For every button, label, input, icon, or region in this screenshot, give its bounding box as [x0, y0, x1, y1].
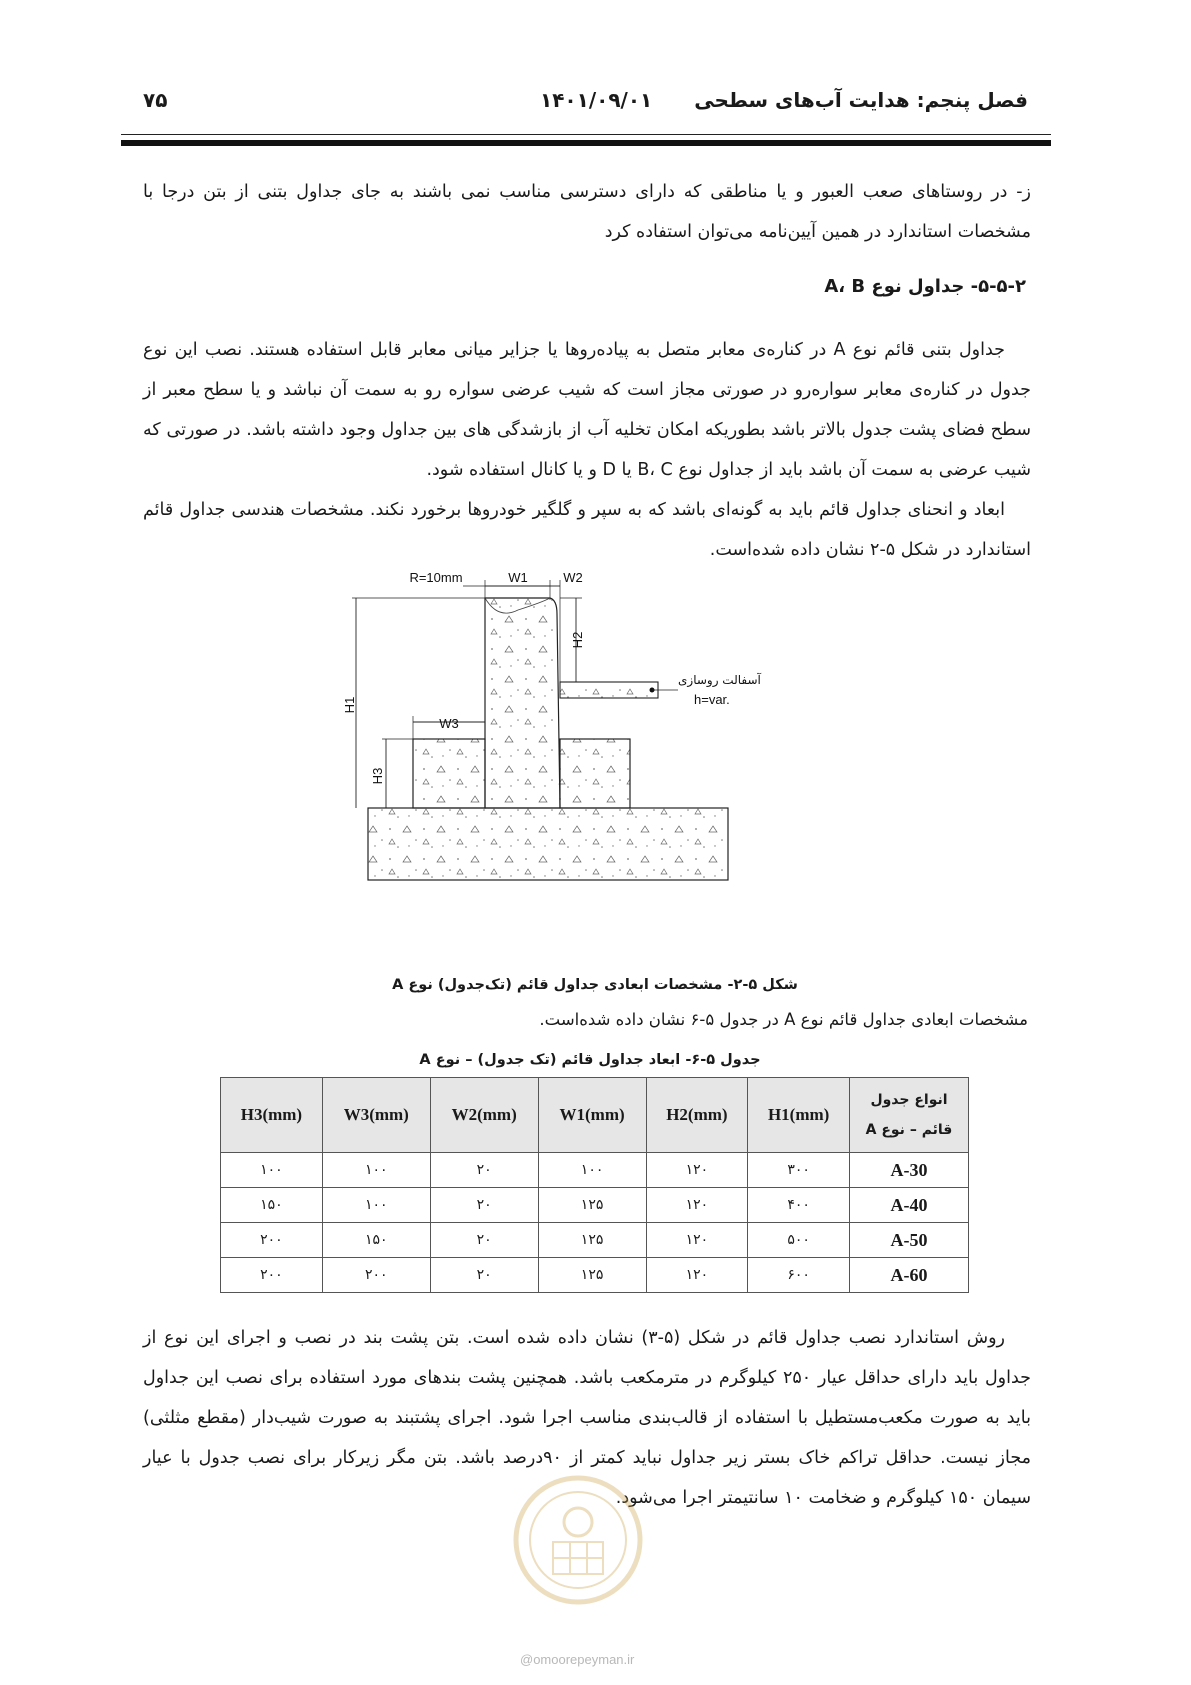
- section-heading: ۵-۵-۲- جداول نوع A، B: [824, 276, 1026, 297]
- column-header: W2(mm): [430, 1078, 538, 1153]
- w3-label: W3: [439, 716, 459, 731]
- table-cell: ۲۰: [430, 1153, 538, 1188]
- column-header: H3(mm): [221, 1078, 323, 1153]
- w2-label: W2: [563, 570, 583, 585]
- table-cell-type: A-30: [850, 1153, 969, 1188]
- table-cell: ۲۰۰: [322, 1258, 430, 1293]
- table-cell: ۱۲۵: [538, 1258, 646, 1293]
- table-cell: ۶۰۰: [748, 1258, 850, 1293]
- table-cell: ۱۵۰: [221, 1188, 323, 1223]
- column-header: W1(mm): [538, 1078, 646, 1153]
- table-row: [221, 1258, 969, 1293]
- header-rule-thin: [121, 134, 1051, 135]
- backfill-right: [560, 739, 630, 808]
- table-cell: ۱۲۰: [646, 1153, 748, 1188]
- table-cell: ۲۰۰: [221, 1258, 323, 1293]
- curb-body: [485, 598, 560, 808]
- type-column-header: [850, 1078, 969, 1153]
- h3-label: H3: [370, 767, 385, 785]
- h2-label: H2: [570, 631, 585, 649]
- paragraph-3: روش استاندارد نصب جداول قائم در شکل (۵-۳) نشان داده شده است. بتن پشت بند در نصب و اجرای این نوع از جداول باید دارای حداقل عیار ۲۵۰ کیلوگرم در مترمکعب باشد. همچنین پشت بندهای مورد استفاده برای نصب این جداول باید به صورت مکعب‌مستطیل با استفاده از قالب‌بندی مناسب اجرا شود. اجرای پشتبند به صورت شیب‌دار (مقطع مثلثی) مجاز نیست. حداقل تراکم خاک بستر زیر جداول نباید کمتر از ۹۰درصد باشد. بتن مگر زیرکار برای نصب جدول با عیار سیمان ۱۵۰ کیلوگرم و ضخامت ۱۰ سانتیمتر اجرا می‌شود.: [143, 1328, 1032, 1508]
- asphalt-layer: [560, 682, 658, 698]
- watermark-seal-logo: [503, 1460, 653, 1620]
- figure-caption: شکل ۵-۲- مشخصات ابعادی جداول قائم (تک‌جدول) نوع A: [392, 977, 798, 993]
- curb-dimensions-table: [220, 1077, 969, 1293]
- paragraph-1: ز- در روستاهای صعب العبور و یا مناطقی که دارای دسترسی مناسب نمی باشند به جای جداول بتنی از بتن درجا با مشخصات استاندارد در همین آیین‌نامه می‌توان استفاده کرد: [143, 182, 1031, 242]
- table-cell: ۲۰: [430, 1258, 538, 1293]
- radius-label: R=10mm: [409, 570, 463, 585]
- table-cell: ۱۲۰: [646, 1188, 748, 1223]
- type-header-line2: قائم – نوع A: [865, 1122, 953, 1138]
- table-row: [221, 1188, 969, 1223]
- column-header: W3(mm): [322, 1078, 430, 1153]
- base-slab: [368, 808, 728, 880]
- h-var-label: h=var.: [694, 692, 730, 707]
- header-date: ۱۴۰۱/۰۹/۰۱: [540, 88, 653, 112]
- table-cell: ۵۰۰: [748, 1223, 850, 1258]
- table-cell: ۱۰۰: [322, 1188, 430, 1223]
- paragraph-2: [143, 330, 1031, 570]
- table-row: [221, 1153, 969, 1188]
- table-cell-type: A-40: [850, 1188, 969, 1223]
- table-caption: جدول ۵-۶- ابعاد جداول قائم (تک جدول) – نوع A: [419, 1052, 761, 1068]
- table-cell: ۱۰۰: [221, 1153, 323, 1188]
- table-header-row: [221, 1078, 969, 1153]
- table-cell: ۲۰: [430, 1223, 538, 1258]
- table-cell: ۱۵۰: [322, 1223, 430, 1258]
- table-cell-type: A-60: [850, 1258, 969, 1293]
- paragraph-2b: ابعاد و انحنای جداول قائم باید به گونه‌ای باشد که به سپر و گلگیر خودروها برخورد نکند. مشخصات هندسی جداول قائم استاندارد در شکل ۵-۲ نشان داده شده‌است.: [143, 500, 1031, 560]
- curb-dimension-figure: [342, 570, 788, 950]
- watermark-url: @omoorepeyman.ir: [520, 1652, 635, 1667]
- header-rule-thick: [121, 140, 1051, 146]
- table-cell: ۲۰: [430, 1188, 538, 1223]
- table-cell: ۱۰۰: [322, 1153, 430, 1188]
- column-header: H1(mm): [748, 1078, 850, 1153]
- type-header-line1: انواع جدول: [870, 1092, 948, 1108]
- table-cell: ۱۲۰: [646, 1258, 748, 1293]
- table-cell: ۱۲۵: [538, 1188, 646, 1223]
- h1-label: H1: [342, 696, 357, 714]
- backfill-left: [413, 739, 485, 808]
- table-cell: ۱۲۵: [538, 1223, 646, 1258]
- table-cell: ۲۰۰: [221, 1223, 323, 1258]
- table-cell: ۳۰۰: [748, 1153, 850, 1188]
- table-cell: ۱۲۰: [646, 1223, 748, 1258]
- column-header: H2(mm): [646, 1078, 748, 1153]
- table-row: [221, 1223, 969, 1258]
- chapter-title: فصل پنجم: هدایت آب‌های سطحی: [694, 88, 1028, 112]
- table-cell-type: A-50: [850, 1223, 969, 1258]
- page-number: ۷۵: [143, 88, 168, 112]
- table-cell: ۴۰۰: [748, 1188, 850, 1223]
- w1-label: W1: [508, 570, 528, 585]
- paragraph-2a: جداول بتنی قائم نوع A در کناره‌ی معابر متصل به پیاده‌روها یا جزایر میانی معابر قابل استفاده هستند. نصب این نوع جدول در کناره‌ی معابر سواره‌رو در صورتی مجاز است که شیب عرضی سواره رو به سمت آن نباشد و یا سطح معبر از سطح فضای پشت جدول بالاتر باشد بطوریکه امکان تخلیه آب از بازشدگی های بین جداول وجود داشته باشد. در صورتی که شیب عرضی به سمت آن باشد باید از جداول نوع B، C یا D و یا کانال استفاده شود.: [143, 340, 1031, 480]
- asphalt-label: آسفالت روسازی: [678, 673, 761, 687]
- table-cell: ۱۰۰: [538, 1153, 646, 1188]
- table-intro: مشخصات ابعادی جداول قائم نوع A در جدول ۵-۶ نشان داده شده‌است.: [539, 1010, 1028, 1029]
